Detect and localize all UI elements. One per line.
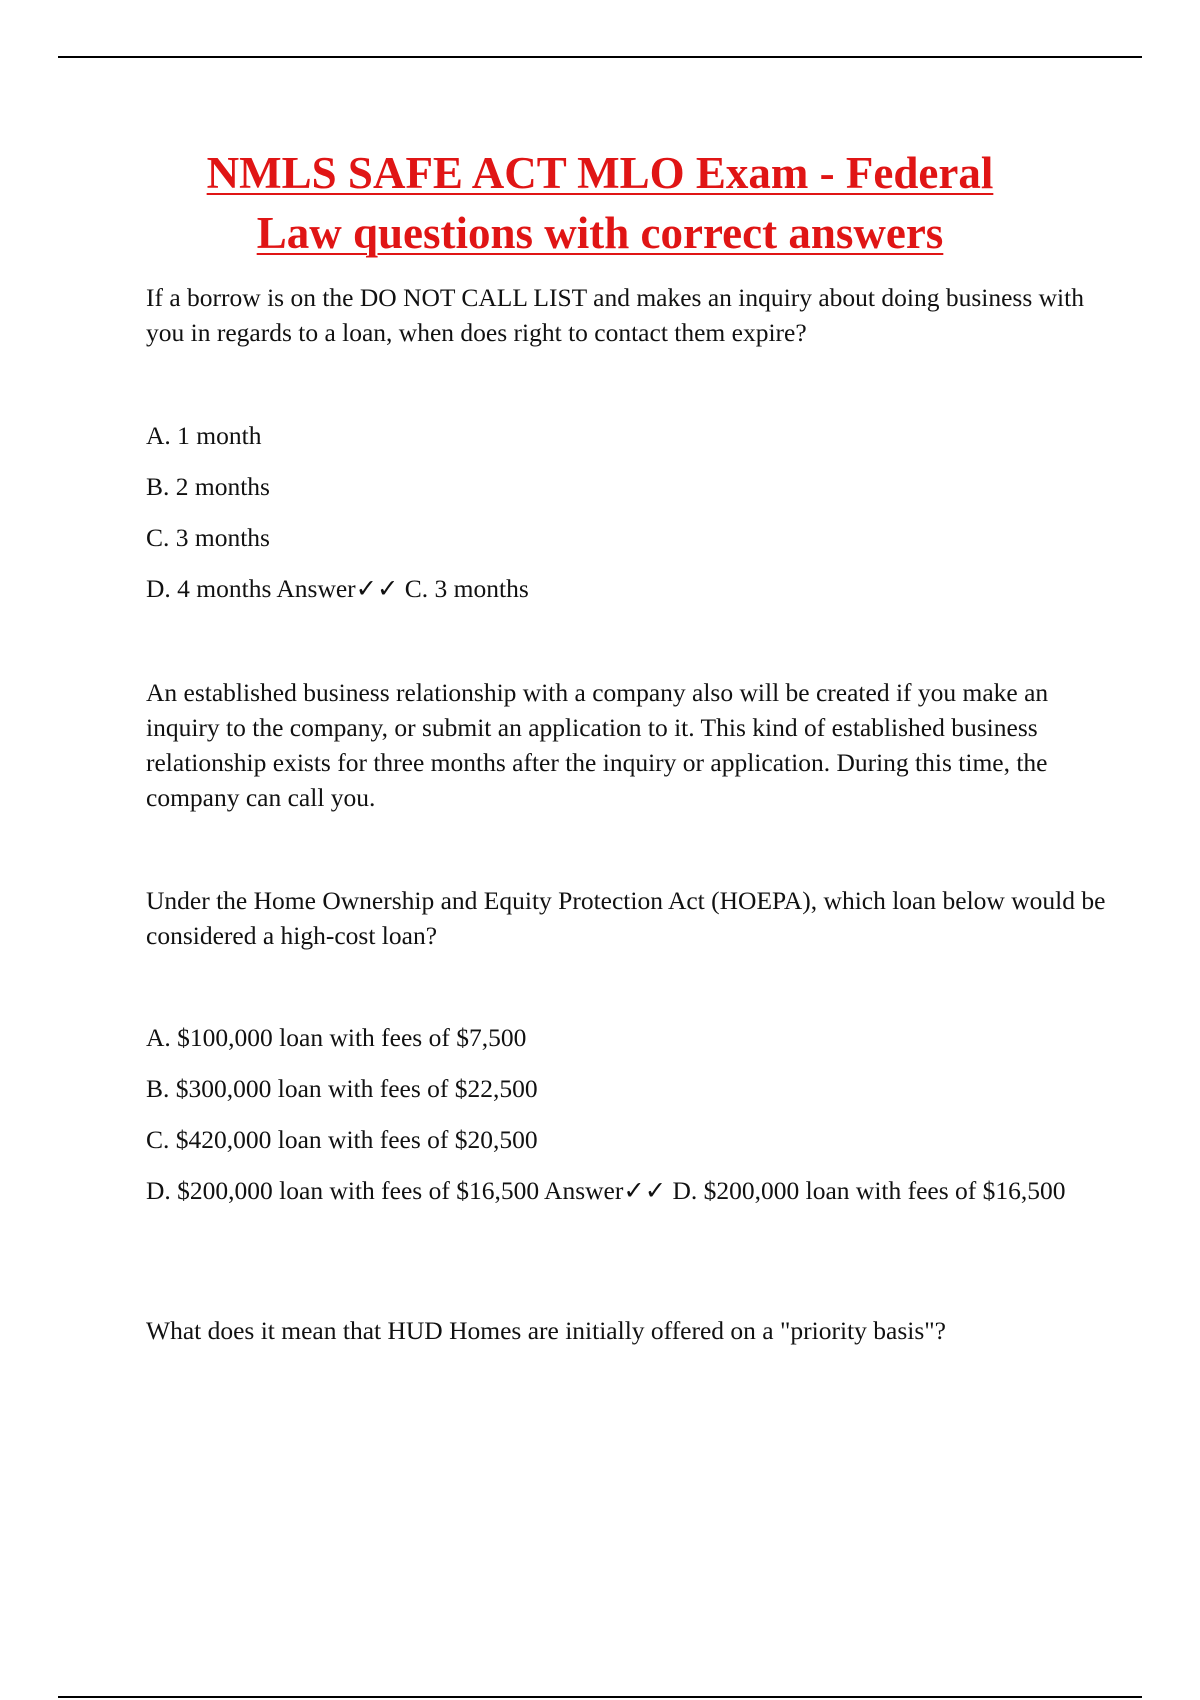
q2-option-c: C. $420,000 loan with fees of $20,500: [146, 1125, 538, 1154]
page-title: [120, 143, 1080, 263]
header-rule: [58, 56, 1142, 58]
question-3-text: What does it mean that HUD Homes are initially offered on a "priority basis"?: [146, 1316, 947, 1345]
q2-option-b: B. $300,000 loan with fees of $22,500: [146, 1074, 538, 1103]
q2-option-d-answer: D. $200,000 loan with fees of $16,500 Answer✓✓ D. $200,000 loan with fees of $16,500: [146, 1176, 1066, 1205]
explanation-1: An established business relationship with a company also will be created if you make an inquiry to the company, or submit an application to it. This kind of established business relationship exists for three months after the inquiry or application. During this time, the company can call you.: [146, 678, 1049, 812]
q1-option-c: C. 3 months: [146, 523, 270, 552]
title-line-1: NMLS SAFE ACT MLO Exam - Federal: [206, 148, 994, 198]
q1-option-d-answer: D. 4 months Answer✓✓ C. 3 months: [146, 574, 529, 603]
q2-option-a: A. $100,000 loan with fees of $7,500: [146, 1023, 527, 1052]
question-1-text: If a borrow is on the DO NOT CALL LIST and makes an inquiry about doing business with you in regards to a loan, when does right to contact them expire?: [146, 283, 1084, 347]
question-2-text: Under the Home Ownership and Equity Protection Act (HOEPA), which loan below would be considered a high-cost loan?: [146, 886, 1106, 950]
title-line-2: Law questions with correct answers: [256, 208, 944, 258]
q1-option-b: B. 2 months: [146, 472, 270, 501]
q1-option-a: A. 1 month: [146, 421, 262, 450]
footer-rule: [58, 1696, 1142, 1698]
